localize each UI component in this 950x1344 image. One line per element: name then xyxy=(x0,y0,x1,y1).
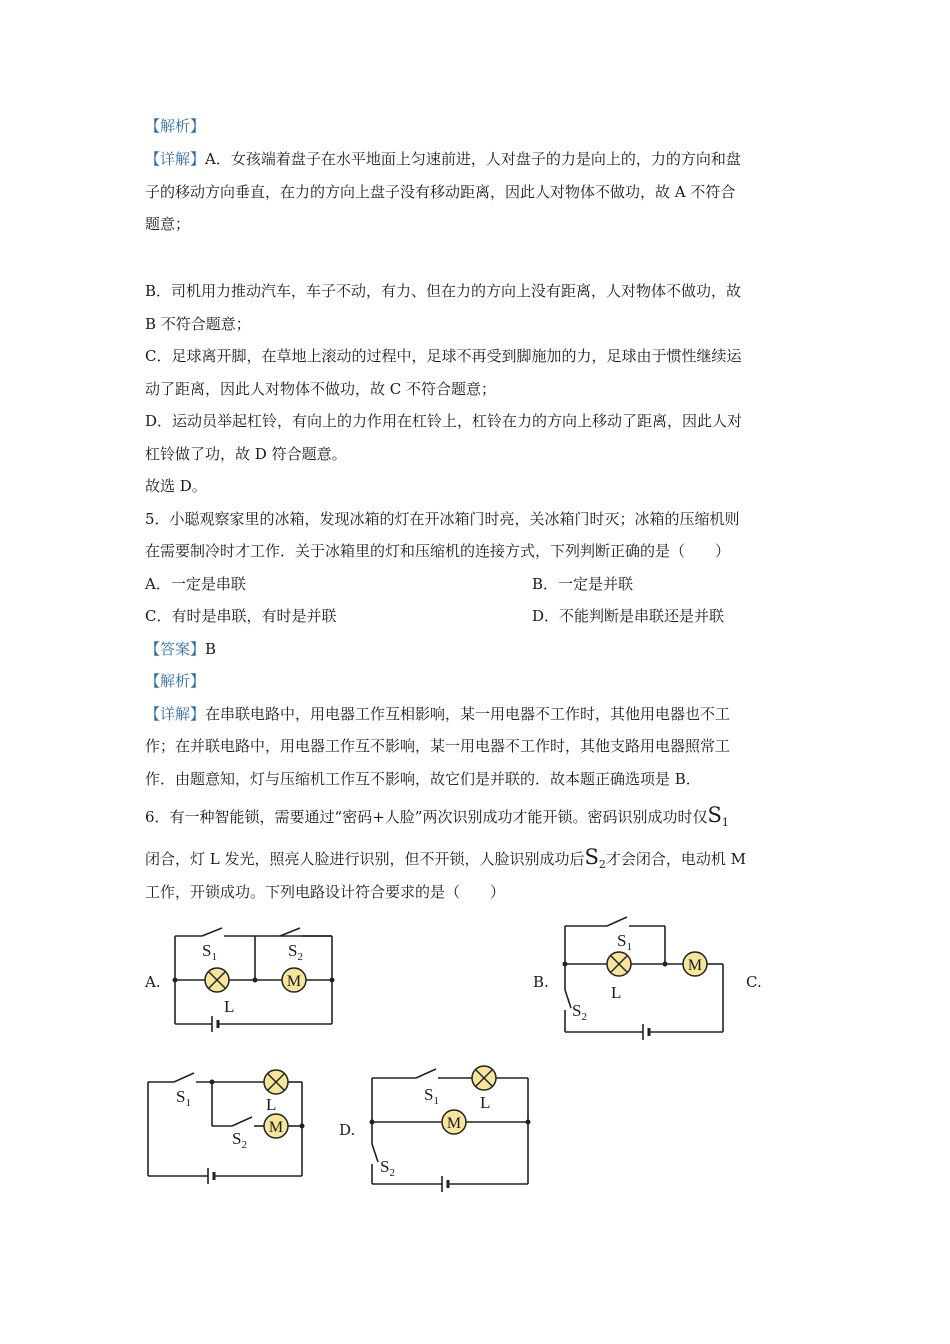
motor-icon xyxy=(264,1114,288,1138)
q5-stem-line-2: 在需要制冷时才工作．关于冰箱里的灯和压缩机的连接方式，下列判断正确的是（ ） xyxy=(145,542,731,560)
option-c-label: C. xyxy=(746,973,762,991)
switch-s1-text: $S_1$ xyxy=(176,1087,191,1109)
circuit-a-diagram xyxy=(160,920,350,1035)
svg-text:M: M xyxy=(286,973,302,990)
circuit-d-diagram xyxy=(362,1060,542,1200)
q5-detail-line-3: 作．由题意知，灯与压缩机工作互不影响，故它们是并联的．故本题正确选项是 B． xyxy=(145,770,701,788)
circuit-c-diagram xyxy=(140,1066,320,1191)
q4-option-c-line-2: 动了距离，因此人对物体不做功，故 C 不符合题意； xyxy=(145,380,497,398)
q5-answer xyxy=(145,639,216,659)
svg-text:M: M xyxy=(687,957,703,974)
lamp-label: L xyxy=(266,1095,277,1114)
switch-s2-text: $S_2$ xyxy=(380,1157,395,1179)
q4-option-b-line-1: B．司机用力推动汽车，车子不动，有力、但在力的方向上没有距离，人对物体不做功，故 xyxy=(145,282,742,300)
switch-s2-text: $S_2$ xyxy=(232,1129,247,1151)
switch-s2-label: S2 xyxy=(584,845,606,871)
q4-detail-line-2: 子的移动方向垂直，在力的方向上盘子没有移动距离，因此人对物体不做功，故 A 不符合 xyxy=(145,183,736,201)
svg-text:M: M xyxy=(446,1115,462,1132)
q4-option-d-line-2: 杠铃做了功，故 D 符合题意。 xyxy=(145,445,347,463)
switch-s1-text: $S_1$ xyxy=(617,931,632,953)
q4-option-d-line-1: D．运动员举起杠铃，有向上的力作用在杠铃上，杠铃在力的方向上移动了距离，因此人对 xyxy=(145,412,743,430)
answer-value: B xyxy=(205,640,217,658)
q5-stem-line-1: 5．小聪观察家里的冰箱，发现冰箱的灯在开冰箱门时亮，关冰箱门时灭；冰箱的压缩机则 xyxy=(145,510,740,528)
q5-option-b: B．一定是并联 xyxy=(532,575,634,593)
lamp-icon xyxy=(205,968,229,992)
motor-icon xyxy=(442,1110,466,1134)
switch-s2-text: $S_2$ xyxy=(572,1001,587,1023)
detail-tag: 【详解】 xyxy=(145,150,206,168)
q4-conclusion: 故选 D。 xyxy=(145,477,207,495)
answer-tag: 【答案】 xyxy=(145,640,206,658)
q4-detail-line-3: 题意； xyxy=(145,215,191,233)
switch-s1-text: $S_1$ xyxy=(202,941,217,963)
lamp-icon xyxy=(472,1066,496,1090)
q5-option-d: D．不能判断是串联还是并联 xyxy=(532,607,725,625)
lamp-label: L xyxy=(224,997,235,1016)
q5-detail-line-2: 作；在并联电路中，用电器工作互不影响，某一用电器不工作时，其他支路用电器照常工 xyxy=(145,737,731,755)
option-d-label: D. xyxy=(339,1121,356,1139)
analysis-tag: 【解析】 xyxy=(145,117,206,135)
lamp-icon xyxy=(607,952,631,976)
switch-s1-text: $S_1$ xyxy=(424,1085,439,1107)
circuit-b-diagram xyxy=(555,912,735,1047)
q4-option-b-line-2: B 不符合题意； xyxy=(145,315,251,333)
motor-icon xyxy=(282,968,306,992)
svg-text:M: M xyxy=(268,1119,284,1136)
motor-icon xyxy=(683,952,707,976)
detail-tag: 【详解】 xyxy=(145,705,206,723)
switch-s1-label: S1 xyxy=(707,803,729,829)
lamp-label: L xyxy=(480,1093,491,1112)
q5-option-a: A．一定是串联 xyxy=(145,575,246,593)
q5-detail-line-1: 【详解】在串联电路中，用电器工作互相影响，某一用电器不工作时，其他用电器也不工 xyxy=(145,705,731,723)
switch-s2-text: $S_2$ xyxy=(288,941,303,963)
q4-detail-line-1: 【详解】A．女孩端着盘子在水平地面上匀速前进，人对盘子的力是向上的，力的方向和盘 xyxy=(145,150,741,168)
lamp-icon xyxy=(264,1070,288,1094)
option-b-label: B. xyxy=(533,973,549,991)
lamp-label: L xyxy=(611,983,622,1002)
q6-stem-line-2: 闭合，灯 L 发光，照亮人脸进行识别，但不开锁，人脸识别成功后S2才会闭合，电动机 M xyxy=(145,845,747,871)
q6-stem-line-3: 工作，开锁成功。下列电路设计符合要求的是（ ） xyxy=(145,883,506,901)
q4-option-c-line-1: C．足球离开脚，在草地上滚动的过程中，足球不再受到脚施加的力，足球由于惯性继续运 xyxy=(145,347,742,365)
q5-analysis-tag: 【解析】 xyxy=(145,672,206,690)
q5-option-c: C．有时是串联，有时是并联 xyxy=(145,607,337,625)
option-a-label: A. xyxy=(145,973,161,991)
q6-stem-line-1: 6．有一种智能锁，需要通过“密码+人脸”两次识别成功才能开锁。密码识别成功时仅S1 xyxy=(145,803,729,829)
